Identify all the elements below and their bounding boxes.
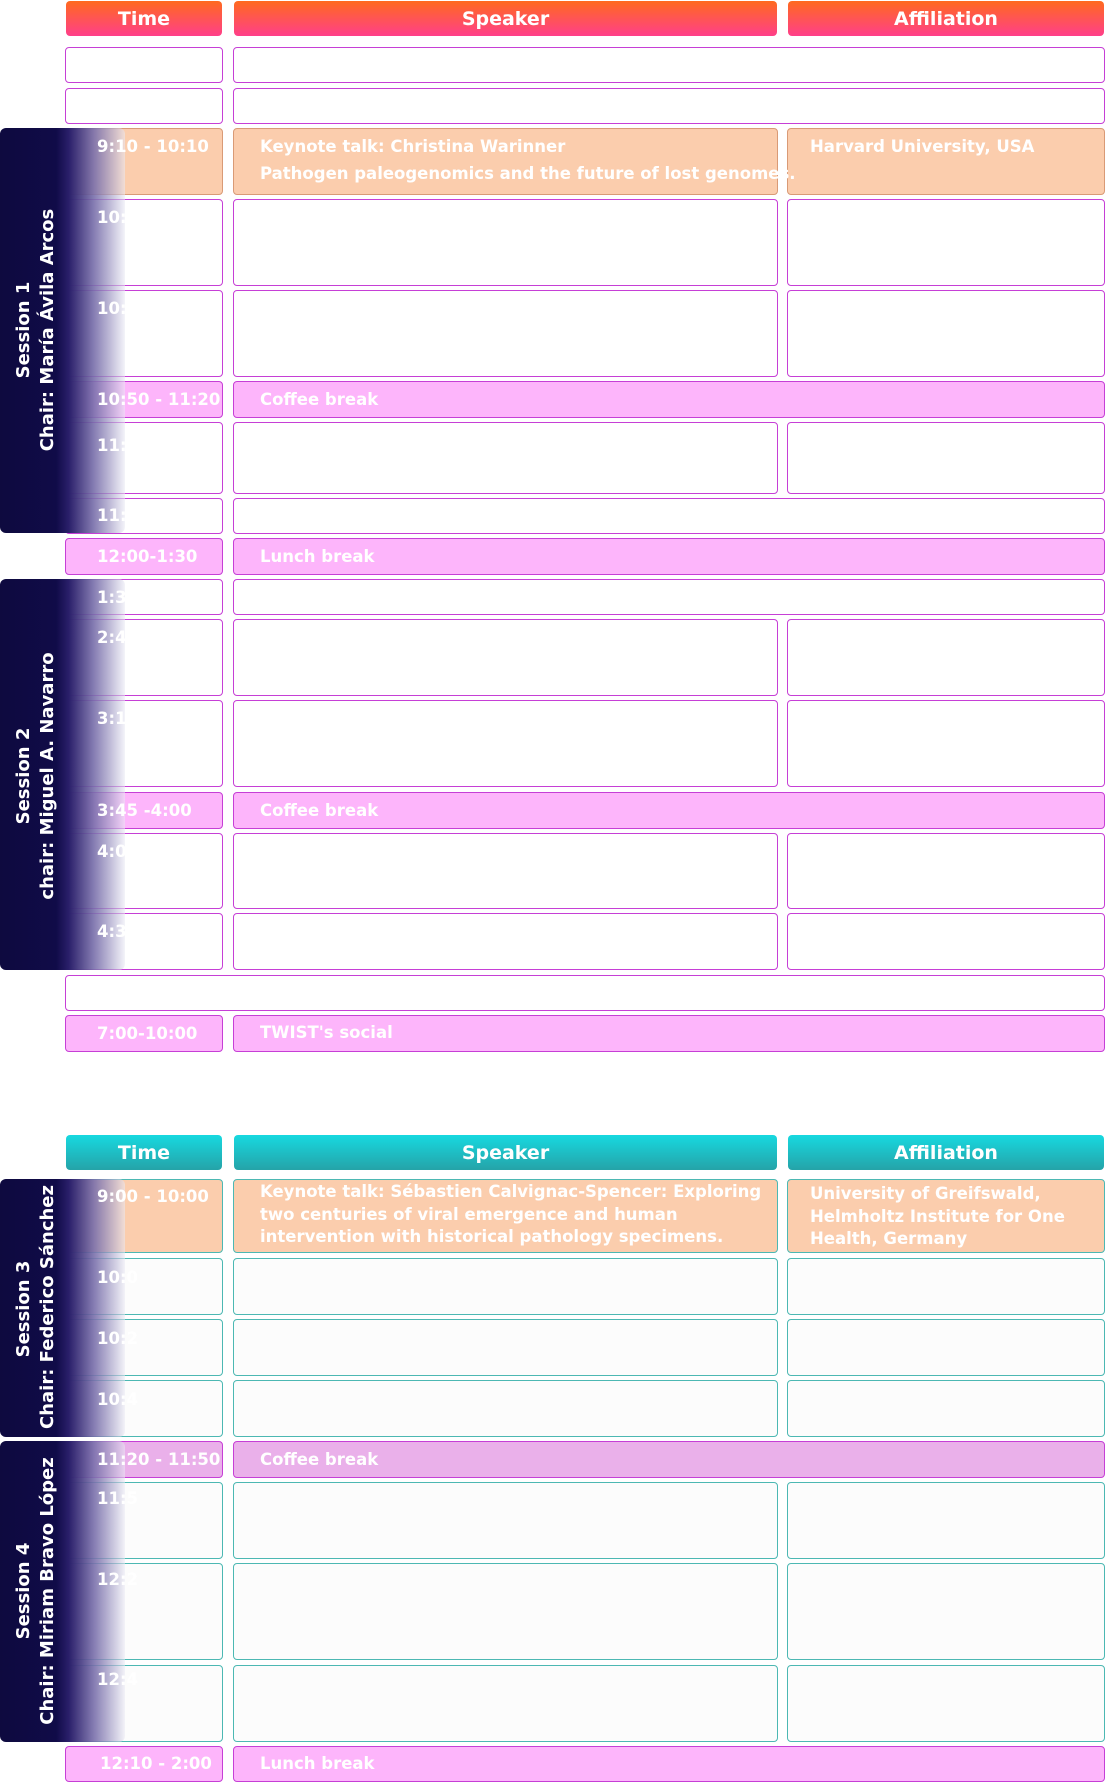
day1-coffee1-time: 10:50 - 11:20 (97, 390, 221, 409)
day2-row6-time: 11:5 (97, 1489, 139, 1508)
day1-row7-wide-cell (233, 498, 1105, 534)
day1-header-affiliation: Affiliation (788, 1, 1104, 36)
day1-keynote-title: Keynote talk: Christina Warinner (260, 137, 566, 156)
day1-row3-speaker-cell (233, 199, 778, 286)
day1-row14-speaker-cell (233, 913, 778, 970)
session-1-title: Session 1 (13, 281, 34, 379)
day2-lunch-time: 12:10 - 2:00 (100, 1754, 212, 1773)
day2-header-speaker: Speaker (234, 1135, 777, 1170)
day1-empty-time-1 (65, 47, 223, 83)
day2-row4-time: 10:4 (97, 1390, 139, 1409)
day1-row4-time: 10:3 (97, 299, 139, 318)
session-4-chair: Chair: Miriam Bravo López (37, 1457, 58, 1725)
day1-row14-time: 4:3 (97, 922, 127, 941)
day2-row4-speaker-cell (233, 1380, 778, 1437)
day1-header-speaker: Speaker (234, 1, 777, 36)
day1-row14-affiliation-cell (787, 913, 1105, 970)
day1-header-time: Time (66, 1, 222, 36)
day1-row13-time: 4:0 (97, 842, 127, 861)
day1-keynote-talk: Pathogen paleogenomics and the future of lost genomes. (260, 164, 796, 183)
session-3-title: Session 3 (13, 1260, 34, 1358)
session-4-bar (0, 1441, 125, 1742)
day1-row10-time: 2:4 (97, 628, 127, 647)
day1-lunch-label: Lunch break (260, 547, 375, 566)
session-2-label (12, 626, 60, 926)
day1-row6-speaker-cell (233, 422, 778, 494)
day1-empty-row-2 (233, 88, 1105, 124)
day1-coffee2-time: 3:45 -4:00 (97, 801, 192, 820)
day2-row8-time: 12:4 (97, 1670, 139, 1689)
day1-keynote-time: 9:10 - 10:10 (97, 137, 209, 156)
day2-row7-affiliation-cell (787, 1563, 1105, 1660)
day2-coffee-label: Coffee break (260, 1450, 379, 1469)
day1-row6-time: 11:2 (97, 436, 139, 455)
day1-row13-affiliation-cell (787, 833, 1105, 909)
day2-lunch-label: Lunch break (260, 1754, 375, 1773)
session-2-title: Session 2 (13, 727, 34, 825)
day2-header-affiliation: Affiliation (788, 1135, 1104, 1170)
day1-empty-time-2 (65, 88, 223, 124)
day2-row4-affiliation-cell (787, 1380, 1105, 1437)
session-4-title: Session 4 (13, 1542, 34, 1640)
day1-row3-time: 10:1 (97, 208, 139, 227)
day2-coffee-time: 11:20 - 11:50 (97, 1450, 221, 1469)
day1-coffee1-label: Coffee break (260, 390, 379, 409)
day1-row4-speaker-cell (233, 290, 778, 377)
day2-header-time: Time (66, 1135, 222, 1170)
day1-lunch-time: 12:00-1:30 (97, 547, 198, 566)
day2-row3-time: 10:2 (97, 1329, 139, 1348)
session-1-chair: Chair: María Ávila Arcos (37, 208, 58, 452)
day1-social-time: 7:00-10:00 (97, 1024, 198, 1043)
day2-row8-speaker-cell (233, 1665, 778, 1742)
day2-row7-speaker-cell (233, 1563, 778, 1660)
day1-row11-speaker-cell (233, 700, 778, 787)
day2-row2-time: 10:0 (97, 1268, 139, 1287)
session-1-bar (0, 128, 125, 533)
day1-row11-affiliation-cell (787, 700, 1105, 787)
session-3-label (12, 1185, 60, 1429)
session-4-label (12, 1456, 60, 1726)
day1-row3-affiliation-cell (787, 199, 1105, 286)
day2-row2-speaker-cell (233, 1258, 778, 1315)
day1-row9-wide-cell (233, 579, 1105, 615)
day2-row3-affiliation-cell (787, 1319, 1105, 1376)
day1-row9-time: 1:30 (97, 588, 139, 607)
day1-keynote-affiliation: Harvard University, USA (810, 137, 1035, 156)
day1-row13-speaker-cell (233, 833, 778, 909)
day2-row7-time: 12:2 (97, 1570, 139, 1589)
day2-keynote-speaker: Keynote talk: Sébastien Calvignac-Spencer: Exploring two centuries of viral emergence and human intervention with historical pathology specimens. (260, 1182, 762, 1246)
day2-row6-affiliation-cell (787, 1482, 1105, 1559)
day1-coffee2-label: Coffee break (260, 801, 379, 820)
day2-row6-speaker-cell (233, 1482, 778, 1559)
session-3-chair: Chair: Federico Sánchez (37, 1185, 58, 1429)
day1-row6-affiliation-cell (787, 422, 1105, 494)
day1-row7-time: 11:5 (97, 506, 139, 525)
session-2-chair: chair: Miguel A. Navarro (37, 652, 58, 900)
day2-row3-speaker-cell (233, 1319, 778, 1376)
day2-keynote-time: 9:00 - 10:00 (97, 1187, 209, 1206)
session-1-label (12, 180, 60, 480)
day1-row10-affiliation-cell (787, 619, 1105, 696)
day1-empty-full-row (65, 975, 1105, 1011)
day1-row4-affiliation-cell (787, 290, 1105, 377)
day1-row10-speaker-cell (233, 619, 778, 696)
day1-empty-row-1 (233, 47, 1105, 83)
day2-keynote-affiliation: University of Greifswald, Helmholtz Institute for One Health, Germany (810, 1184, 1065, 1248)
day1-row11-time: 3:15 (97, 709, 139, 728)
day1-social-label: TWIST's social (260, 1023, 393, 1042)
day2-row2-affiliation-cell (787, 1258, 1105, 1315)
day2-row8-affiliation-cell (787, 1665, 1105, 1742)
